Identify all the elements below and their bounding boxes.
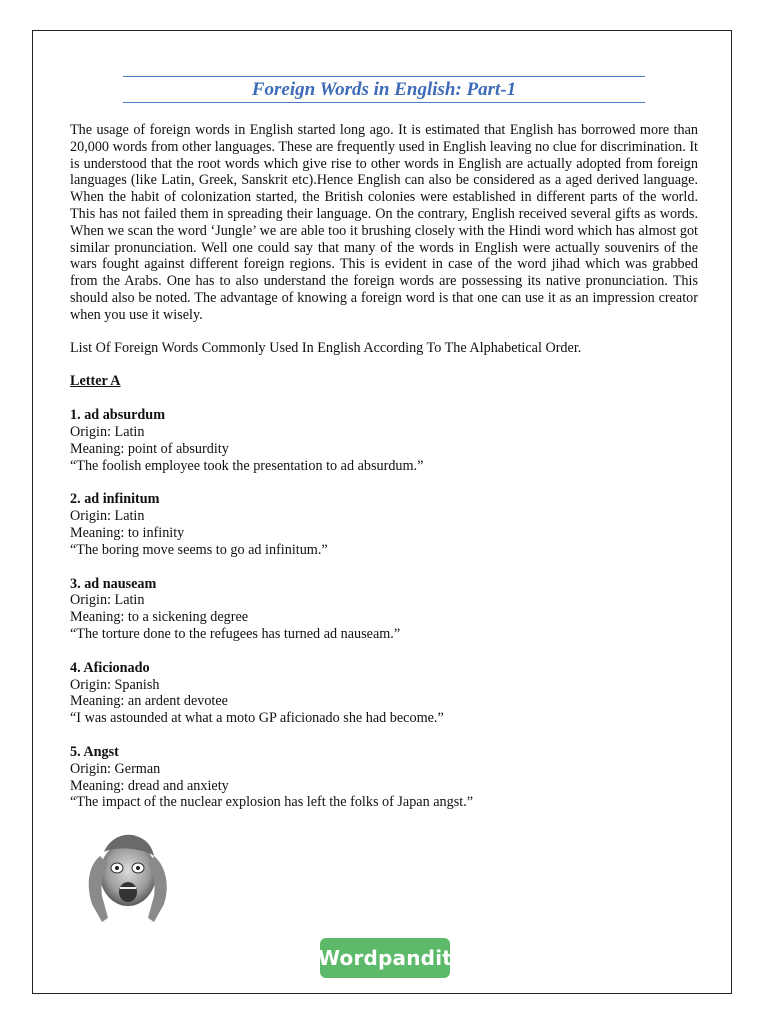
entry-example: “The impact of the nuclear explosion has left the folks of Japan angst.” bbox=[70, 794, 474, 811]
entry-origin: Origin: Latin bbox=[70, 508, 145, 525]
letter-heading: Letter A bbox=[70, 373, 121, 390]
entry-meaning: Meaning: an ardent devotee bbox=[70, 693, 228, 710]
entry-example: “The foolish employee took the presentation to ad absurdum.” bbox=[70, 457, 424, 474]
entry-head: 5. Angst bbox=[70, 743, 119, 760]
entry-example: “The torture done to the refugees has turned ad nauseam.” bbox=[70, 625, 401, 642]
word-entry bbox=[70, 407, 698, 474]
entry-head: 1. ad absurdum bbox=[70, 407, 166, 424]
entry-meaning: Meaning: to infinity bbox=[70, 524, 185, 541]
page-title: Foreign Words in English: Part-1 bbox=[251, 79, 517, 100]
logo-text: Wordpandit bbox=[317, 946, 453, 970]
list-intro: List Of Foreign Words Commonly Used In English According To The Alphabetical Order. bbox=[70, 339, 582, 356]
entry-head: 4. Aficionado bbox=[70, 659, 150, 676]
word-entry bbox=[70, 744, 698, 811]
entry-meaning: Meaning: to a sickening degree bbox=[70, 609, 249, 626]
word-entry bbox=[70, 491, 698, 558]
entry-head: 3. ad nauseam bbox=[70, 575, 157, 592]
entry-meaning: Meaning: dread and anxiety bbox=[70, 777, 229, 794]
entry-example: “The boring move seems to go ad infinitum.” bbox=[70, 541, 328, 558]
entry-example: “I was astounded at what a moto GP aficionado she had become.” bbox=[70, 710, 444, 727]
entry-origin: Origin: Spanish bbox=[70, 676, 160, 693]
entry-head: 2. ad infinitum bbox=[70, 491, 160, 508]
wordpandit-logo bbox=[317, 938, 453, 978]
entry-origin: Origin: German bbox=[70, 760, 161, 777]
word-entry bbox=[70, 576, 698, 643]
intro-paragraph: The usage of foreign words in English started long ago. It is estimated that English has borrowed more than 20,000 words from other languages. These are frequently used in English leaving no clue for discrimination. It is understood that the root words which give rise to other words in English are actually adopted from foreign languages (like Latin, Greek, Sanskrit etc).Hence English can also be considered as a aged derived language. When the habit of colonization started, the British colonies were established in different parts of the world. This has not failed them in spreading their language. On the contrary, English received several gifts as words. When we scan the word ‘Jungle’ we are able too it brushing closely with the Hindi word which has almost got similar pronunciation. Well one could say that many of the words in English were actually souvenirs of the wars fought against different foreign regions. This is evident in case of the word jihad which was grabbed from the Arabs. One has to also understand the foreign words are possessing its native pronunciation. This should also be noted. The advantage of knowing a foreign word is that one can use it as an impression creator when you use it wisely. bbox=[70, 122, 698, 323]
entry-meaning: Meaning: point of absurdity bbox=[70, 440, 229, 457]
word-entry bbox=[70, 660, 698, 727]
anxious-face-illustration bbox=[78, 826, 176, 928]
entry-origin: Origin: Latin bbox=[70, 592, 145, 609]
document-body bbox=[70, 122, 698, 811]
entry-origin: Origin: Latin bbox=[70, 423, 145, 440]
title-rule bbox=[123, 76, 645, 103]
